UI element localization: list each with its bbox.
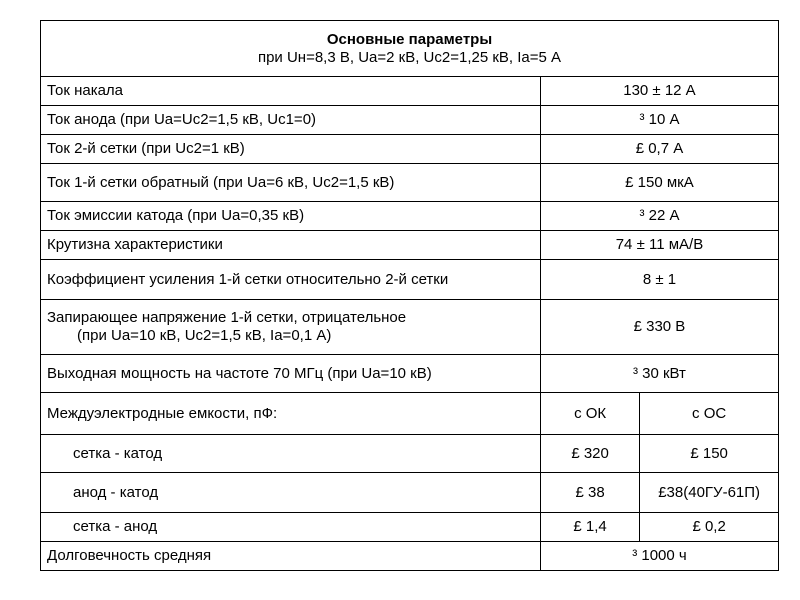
param-label-line2: (при Ua=10 кВ, Uc2=1,5 кВ, Ia=0,1 А) bbox=[77, 327, 332, 344]
param-value: ³ 1000 ч bbox=[540, 542, 778, 571]
table-row bbox=[41, 300, 779, 355]
capacitance-header-row bbox=[41, 393, 779, 435]
table-title: Основные параметры bbox=[326, 30, 493, 48]
table-row bbox=[41, 513, 779, 542]
table-row bbox=[41, 106, 779, 135]
capacitance-ok-value: £ 1,4 bbox=[540, 513, 639, 542]
capacitance-os-value: £38(40ГУ-61П) bbox=[640, 473, 779, 513]
param-value: 8 ± 1 bbox=[540, 260, 778, 300]
param-label: Ток накала bbox=[41, 77, 541, 106]
capacitance-os-value: £ 150 bbox=[640, 435, 779, 473]
capacitance-ok-value: £ 38 bbox=[540, 473, 639, 513]
param-value: ³ 22 А bbox=[540, 202, 778, 231]
param-label: Ток эмиссии катода (при Ua=0,35 кВ) bbox=[41, 202, 541, 231]
capacitance-item-label: сетка - анод bbox=[41, 513, 541, 542]
param-label: Ток анода (при Ua=Uc2=1,5 кВ, Uc1=0) bbox=[41, 106, 541, 135]
param-label: Крутизна характеристики bbox=[41, 231, 541, 260]
parameters-table bbox=[40, 20, 779, 571]
table-row bbox=[41, 435, 779, 473]
param-label-line1: Запирающее напряжение 1-й сетки, отрицательное bbox=[47, 309, 407, 326]
capacitance-label: Междуэлектродные емкости, пФ: bbox=[41, 393, 541, 435]
capacitance-ok-value: £ 320 bbox=[540, 435, 639, 473]
col-ok-header: с ОК bbox=[540, 393, 639, 435]
table-row bbox=[41, 355, 779, 393]
param-value: £ 0,7 А bbox=[540, 135, 778, 164]
table-row bbox=[41, 164, 779, 202]
table-header-row bbox=[41, 21, 779, 77]
param-label: Долговечность средняя bbox=[41, 542, 541, 571]
table-row bbox=[41, 473, 779, 513]
table-row bbox=[41, 77, 779, 106]
table-row bbox=[41, 542, 779, 571]
param-value: ³ 10 А bbox=[540, 106, 778, 135]
param-label: Ток 1-й сетки обратный (при Ua=6 кВ, Uc2=1,5 кВ) bbox=[41, 164, 541, 202]
table-subtitle: при Uн=8,3 В, Ua=2 кВ, Uc2=1,25 кВ, Ia=5 А bbox=[257, 48, 562, 66]
capacitance-item-label: сетка - катод bbox=[41, 435, 541, 473]
col-os-header: с ОС bbox=[640, 393, 779, 435]
capacitance-os-value: £ 0,2 bbox=[640, 513, 779, 542]
table-header-cell bbox=[41, 21, 779, 77]
param-label: Коэффициент усиления 1-й сетки относительно 2-й сетки bbox=[41, 260, 541, 300]
param-label: Выходная мощность на частоте 70 МГц (при Ua=10 кВ) bbox=[41, 355, 541, 393]
capacitance-item-label: анод - катод bbox=[41, 473, 541, 513]
table-row bbox=[41, 260, 779, 300]
param-value: £ 330 В bbox=[540, 300, 778, 355]
param-label bbox=[41, 300, 541, 355]
param-value: 130 ± 12 А bbox=[540, 77, 778, 106]
param-value: £ 150 мкА bbox=[540, 164, 778, 202]
table-row bbox=[41, 135, 779, 164]
table-row bbox=[41, 231, 779, 260]
param-value: ³ 30 кВт bbox=[540, 355, 778, 393]
param-label: Ток 2-й сетки (при Uc2=1 кВ) bbox=[41, 135, 541, 164]
table-row bbox=[41, 202, 779, 231]
param-value: 74 ± 11 мА/В bbox=[540, 231, 778, 260]
